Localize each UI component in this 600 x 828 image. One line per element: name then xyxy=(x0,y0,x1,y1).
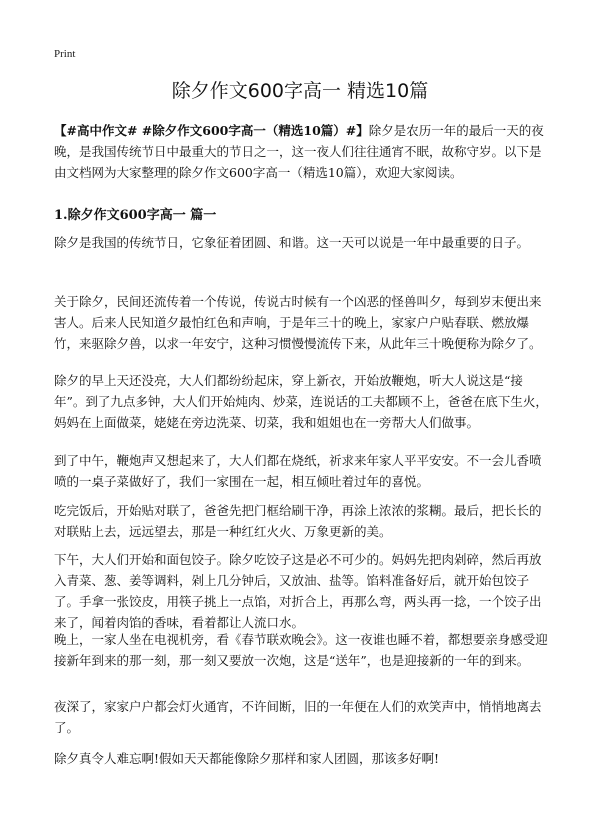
paragraph-2: 关于除夕，民间还流传着一个传说，传说古时候有一个凶恶的怪兽叫夕，每到岁末便出来害人。后来人民知道夕最怕红色和声响，于是年三十的晚上，家家户户贴春联、燃放爆竹，来驱除夕兽，以求一年安宁，这种习惯慢慢流传下来，从此年三十晚便称为除夕了。 xyxy=(54,294,542,351)
paragraph-7: 晚上，一家人坐在电视机旁，看《春节联欢晚会》。这一夜谁也睡不着，都想要亲身感受迎接新年到来的那一刻，那一刻又要放一次炮，这是“送年”，也是迎接新的一年的到来。 xyxy=(54,632,548,668)
intro-tags: 【#高中作文# #除夕作文600字高一（精选10篇）#】 xyxy=(54,123,369,138)
paragraph-3: 除夕的早上天还没亮，大人们都纷纷起床，穿上新衣，开始放鞭炮，听大人说这是“接年”。到了九点多钟，大人们开始炖肉、炒菜，连说话的工夫都顾不上，爸爸在底下生火，妈妈在上面做菜，姥姥在旁边洗菜、切菜，我和姐姐也在一旁帮大人们做事。 xyxy=(54,373,548,430)
intro-paragraph xyxy=(54,120,550,183)
paragraph-4: 到了中午，鞭炮声又想起来了，大人们都在烧纸，祈求来年家人平平安安。不一会儿香喷喷的一桌子菜做好了，我们一家围在一起，相互倾吐着过年的喜悦。 xyxy=(54,453,542,489)
paragraph-9: 除夕真令人难忘啊!假如天天都能像除夕那样和家人团圆，那该多好啊! xyxy=(54,751,440,766)
page-title: 除夕作文600字高一 精选10篇 xyxy=(171,80,429,102)
print-link[interactable]: Print xyxy=(54,48,76,60)
paragraph-8: 夜深了，家家户户都会灯火通宵，不许间断，旧的一年便在人们的欢笑声中，悄悄地离去了。 xyxy=(54,699,542,735)
paragraph-1: 除夕是我国的传统节日，它象征着团圆、和谐。这一天可以说是一年中最重要的日子。 xyxy=(54,235,530,250)
section-heading: 1.除夕作文600字高一 篇一 xyxy=(54,208,217,223)
paragraph-5: 吃完饭后，开始贴对联了，爸爸先把门框给刷干净，再涂上浓浓的浆糊。最后，把长长的对联贴上去，远远望去，那是一种红红火火、万象更新的美。 xyxy=(54,503,542,539)
paragraph-6: 下午，大人们开始和面包饺子。除夕吃饺子这是必不可少的。妈妈先把肉剁碎，然后再放入青菜、葱、姜等调料，剁上几分钟后，又放油、盐等。馅料准备好后，就开始包饺子了。手拿一张饺皮，用筷子挑上一点馅，对折合上，再那么弯，两头再一捻，一个饺子出来了，闻着肉馅的香味，看着都让人流口水。 xyxy=(54,552,542,630)
intro-text: 除夕是农历一年的最后一天的夜晚，是我国传统节日中最重大的节日之一，这一夜人们往往通宵不眠，故称守岁。以下是由文档网为大家整理的除夕作文600字高一（精选10篇），欢迎大家阅读。 xyxy=(54,123,544,180)
